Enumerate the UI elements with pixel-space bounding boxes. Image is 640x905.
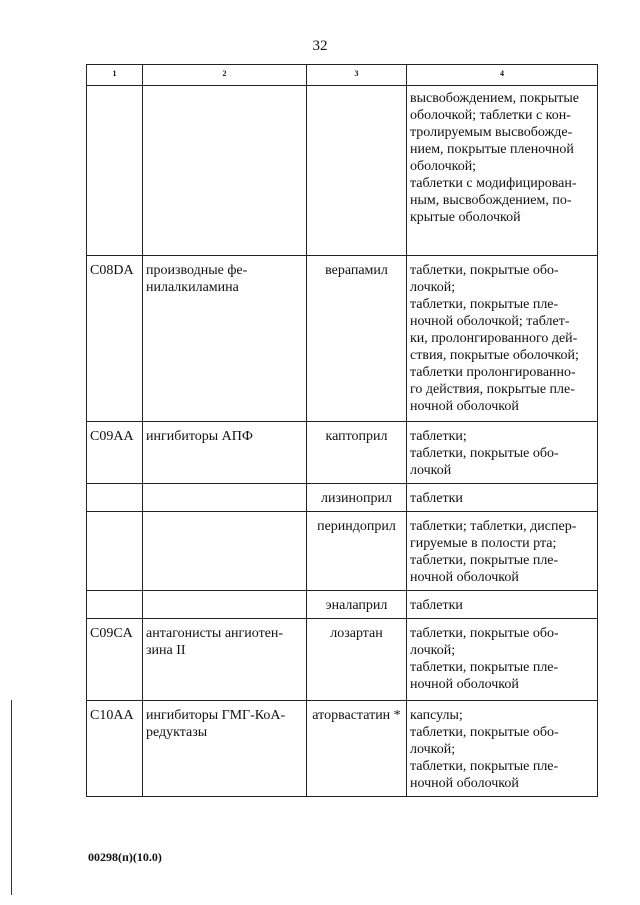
group-cell — [143, 591, 307, 619]
dosage-forms-cell: таблетки — [407, 484, 598, 512]
group-cell: антагонисты ангиотен- зина II — [143, 619, 307, 701]
table-row — [87, 256, 598, 422]
header-row — [87, 65, 598, 86]
table-row — [87, 86, 598, 256]
document-code: 00298(п)(10.0) — [88, 850, 162, 864]
page-number: 32 — [312, 38, 328, 54]
group-cell: ингибиторы АПФ — [143, 422, 307, 484]
drug-cell: эналаприл — [307, 591, 407, 619]
table-row — [87, 619, 598, 701]
table-row — [87, 512, 598, 591]
atc-code-cell: C10AA — [87, 701, 143, 797]
dosage-forms-cell: таблетки; таблетки, покрытые обо- лочкой — [407, 422, 598, 484]
dosage-forms-cell: таблетки, покрытые обо- лочкой; таблетки, покрытые пле- ночной оболочкой — [407, 619, 598, 701]
table-row — [87, 422, 598, 484]
dosage-forms-cell: таблетки — [407, 591, 598, 619]
atc-code-cell: C09CA — [87, 619, 143, 701]
dosage-forms-cell: капсулы; таблетки, покрытые обо- лочкой; таблетки, покрытые пле- ночной оболочкой — [407, 701, 598, 797]
drug-cell — [307, 86, 407, 256]
dosage-forms-cell: таблетки, покрытые обо- лочкой; таблетки, покрытые пле- ночной оболочкой; таблет- ки, пролонгированного дей- ствия, покрытые оболочкой; таблетки пролонгированно- го действия, покрытые пле- ночной оболочкой — [407, 256, 598, 422]
table-header — [87, 65, 598, 86]
drug-cell: лизиноприл — [307, 484, 407, 512]
medication-table — [86, 64, 598, 797]
table-row — [87, 484, 598, 512]
atc-code-cell — [87, 512, 143, 591]
drug-cell: периндоприл — [307, 512, 407, 591]
atc-code-cell: C09AA — [87, 422, 143, 484]
column-header-3: 3 — [307, 65, 407, 86]
atc-code-cell — [87, 86, 143, 256]
margin-line — [11, 700, 12, 895]
atc-code-cell: C08DA — [87, 256, 143, 422]
group-cell — [143, 86, 307, 256]
column-header-1: 1 — [87, 65, 143, 86]
drug-cell: аторвастатин * — [307, 701, 407, 797]
dosage-forms-cell: высвобождением, покрытые оболочкой; таблетки с кон- тролируемым высвобожде- нием, покрытые пленочной оболочкой; таблетки с модифицирован- ным, высвобождением, по- крытые оболочкой — [407, 86, 598, 256]
group-cell: производные фе- нилалкиламина — [143, 256, 307, 422]
drug-cell: верапамил — [307, 256, 407, 422]
column-header-2: 2 — [143, 65, 307, 86]
table-row — [87, 701, 598, 797]
table-row — [87, 591, 598, 619]
group-cell: ингибиторы ГМГ-КоА- редуктазы — [143, 701, 307, 797]
dosage-forms-cell: таблетки; таблетки, диспер- гируемые в полости рта; таблетки, покрытые пле- ночной оболочкой — [407, 512, 598, 591]
drug-cell: каптоприл — [307, 422, 407, 484]
atc-code-cell — [87, 591, 143, 619]
atc-code-cell — [87, 484, 143, 512]
group-cell — [143, 484, 307, 512]
group-cell — [143, 512, 307, 591]
drug-cell: лозартан — [307, 619, 407, 701]
column-header-4: 4 — [407, 65, 598, 86]
